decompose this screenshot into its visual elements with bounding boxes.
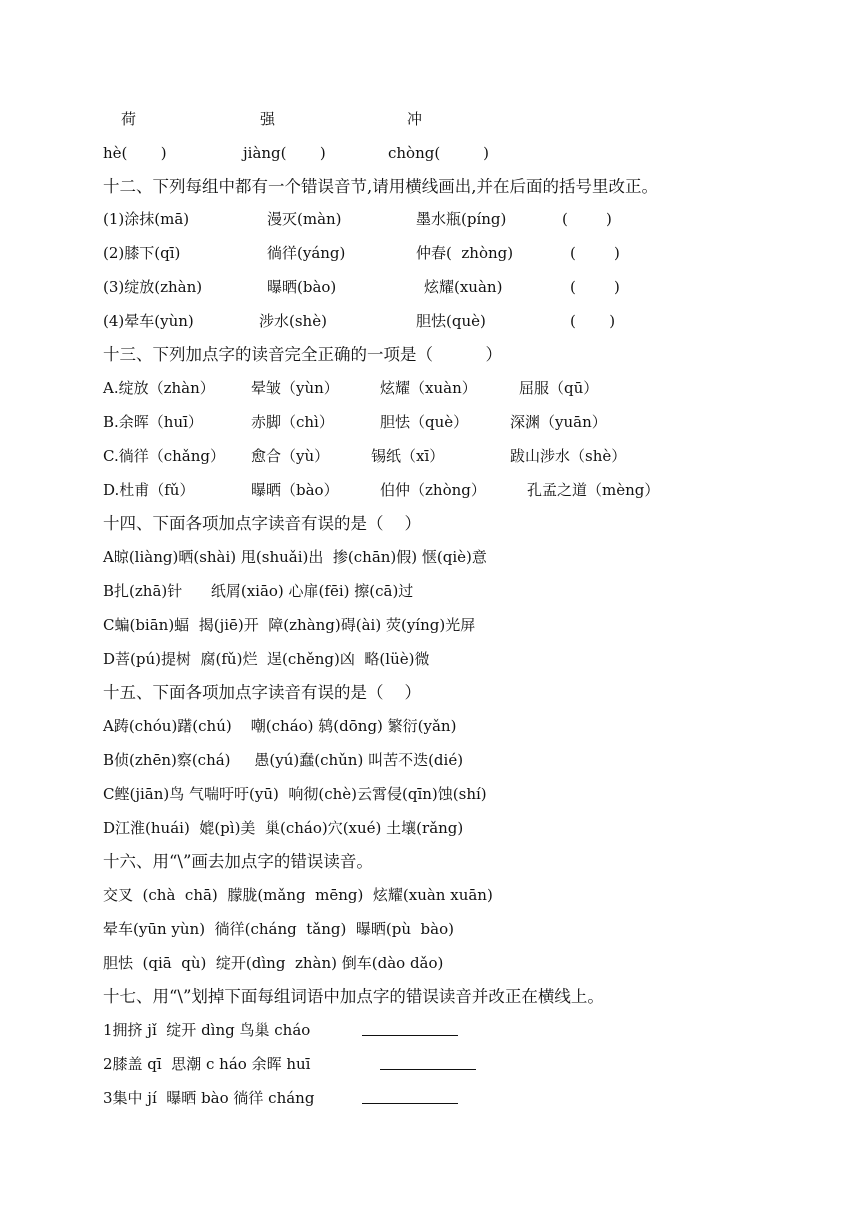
item-text: B.余晖（huī） xyxy=(103,413,203,431)
item-text: 胆怯（què） xyxy=(380,413,469,431)
item-text: 愈合（yù） xyxy=(251,447,330,465)
item-text: 曝晒（bào） xyxy=(251,481,339,499)
worksheet-line xyxy=(0,207,860,231)
worksheet-line xyxy=(0,1052,860,1076)
item-text: D菩(pú)提树 腐(fǔ)烂 逞(chěng)凶 略(lüè)微 xyxy=(103,650,430,668)
heading-text: 十四、下面各项加点字读音有误的是（ ） xyxy=(103,514,421,533)
heading-text: 十二、下列每组中都有一个错误音节,请用横线画出,并在后面的括号里改正。 xyxy=(103,177,658,196)
worksheet-line xyxy=(0,444,860,468)
item-text: C鲣(jiān)鸟 气喘吁吁(yū) 响彻(chè)云霄侵(qīn)蚀(shí) xyxy=(103,785,487,803)
worksheet-line xyxy=(0,883,860,907)
worksheet-line xyxy=(0,376,860,400)
item-text: 3集中 jí 曝晒 bào 徜徉 cháng xyxy=(103,1089,315,1107)
worksheet-line xyxy=(0,782,860,806)
item-text: 晕皱（yùn） xyxy=(251,379,339,397)
worksheet-line xyxy=(0,141,860,165)
item-text: (3)绽放(zhàn) xyxy=(103,278,203,296)
item-text: 曝晒(bào) xyxy=(267,278,337,296)
item-text: 深渊（yuān） xyxy=(510,413,607,431)
item-text: 赤脚（chì） xyxy=(251,413,334,431)
item-text: 荷 xyxy=(121,110,137,128)
item-text: B侦(zhēn)察(chá) 愚(yú)蠢(chǔn) 叫苦不迭(dié) xyxy=(103,751,464,769)
item-text: D江淮(huái) 媲(pì)美 巢(cháo)穴(xué) 土壤(rǎng) xyxy=(103,819,464,837)
question-heading xyxy=(0,681,860,705)
item-text: 炫耀（xuàn） xyxy=(380,379,477,397)
worksheet-line xyxy=(0,478,860,502)
worksheet-line xyxy=(0,579,860,603)
item-text: ( ) xyxy=(570,312,616,330)
question-heading xyxy=(0,850,860,874)
item-text: ( ) xyxy=(570,244,620,262)
heading-text: 十五、下面各项加点字读音有误的是（ ） xyxy=(103,683,421,702)
question-heading xyxy=(0,512,860,536)
question-heading xyxy=(0,985,860,1009)
item-text: 墨水瓶(píng) xyxy=(416,210,507,228)
item-text: jiàng( ) xyxy=(243,144,326,162)
item-text: (2)膝下(qī) xyxy=(103,244,181,262)
item-text: 炫耀(xuàn) xyxy=(424,278,503,296)
item-text: 漫灭(màn) xyxy=(267,210,342,228)
item-text: A晾(liàng)晒(shài) 甩(shuǎi)出 掺(chān)假) 惬(qiè)意 xyxy=(103,548,487,566)
worksheet-line xyxy=(0,309,860,333)
item-text: A踌(chóu)躇(chú) 嘲(cháo) 鸫(dōng) 繁衍(yǎn) xyxy=(103,717,457,735)
worksheet-line xyxy=(0,410,860,434)
item-text: 屈服（qū） xyxy=(519,379,599,397)
heading-text: 十六、用“\”画去加点字的错误读音。 xyxy=(103,852,373,871)
item-text: 2膝盖 qī 思潮 c háo 余晖 huī xyxy=(103,1055,311,1073)
item-text: ( ) xyxy=(570,278,620,296)
worksheet-line xyxy=(0,545,860,569)
worksheet-line xyxy=(0,917,860,941)
heading-text: 十三、下列加点字的读音完全正确的一项是（ ） xyxy=(103,345,502,364)
item-text: chòng( ) xyxy=(388,144,489,162)
item-text: hè( ) xyxy=(103,144,167,162)
item-text: 涉水(shè) xyxy=(259,312,327,330)
item-text: B扎(zhā)针 纸屑(xiāo) 心扉(fēi) 擦(cā)过 xyxy=(103,582,414,600)
item-text: 晕车(yūn yùn) 徜徉(cháng tǎng) 曝晒(pù bào) xyxy=(103,920,454,938)
item-text: A.绽放（zhàn） xyxy=(103,379,215,397)
item-text: 跋山涉水（shè） xyxy=(510,447,627,465)
item-text: 伯仲（zhòng） xyxy=(380,481,486,499)
item-text: 1拥挤 jǐ 绽开 dìng 鸟巢 cháo xyxy=(103,1021,311,1039)
question-heading xyxy=(0,343,860,367)
worksheet-line xyxy=(0,275,860,299)
item-text: 胆怯 (qiā qù) 绽开(dìng zhàn) 倒车(dào dǎo) xyxy=(103,954,444,972)
item-text: 强 xyxy=(260,110,276,128)
worksheet-line xyxy=(0,816,860,840)
item-text: D.杜甫（fǔ） xyxy=(103,481,195,499)
worksheet-line xyxy=(0,1018,860,1042)
item-text: 仲春( zhòng) xyxy=(416,244,514,262)
worksheet-line xyxy=(0,1086,860,1110)
worksheet-line xyxy=(0,613,860,637)
question-heading xyxy=(0,175,860,199)
item-text: 徜徉(yáng) xyxy=(267,244,346,262)
worksheet-line xyxy=(0,647,860,671)
heading-text: 十七、用“\”划掉下面每组词语中加点字的错误读音并改正在横线上。 xyxy=(103,987,604,1006)
worksheet-line xyxy=(0,714,860,738)
worksheet-line xyxy=(0,241,860,265)
item-text: ( ) xyxy=(562,210,612,228)
item-text: (1)涂抹(mā) xyxy=(103,210,190,228)
worksheet-line xyxy=(0,107,860,131)
item-text: C蝙(biān)蝠 揭(jiē)开 障(zhàng)碍(ài) 荧(yíng)光屏 xyxy=(103,616,476,634)
answer-blank-line[interactable] xyxy=(362,1018,458,1043)
item-text: 冲 xyxy=(407,110,423,128)
worksheet-line xyxy=(0,748,860,772)
item-text: 交叉 (chà chā) 朦胧(mǎng mēng) 炫耀(xuàn xuān) xyxy=(103,886,493,904)
item-text: 胆怯(què) xyxy=(416,312,486,330)
item-text: C.徜徉（chǎng） xyxy=(103,447,225,465)
item-text: 孔孟之道（mèng） xyxy=(527,481,660,499)
answer-blank-line[interactable] xyxy=(380,1052,476,1077)
item-text: (4)晕车(yùn) xyxy=(103,312,194,330)
worksheet-line xyxy=(0,951,860,975)
item-text: 锡纸（xī） xyxy=(371,447,445,465)
answer-blank-line[interactable] xyxy=(362,1086,458,1111)
